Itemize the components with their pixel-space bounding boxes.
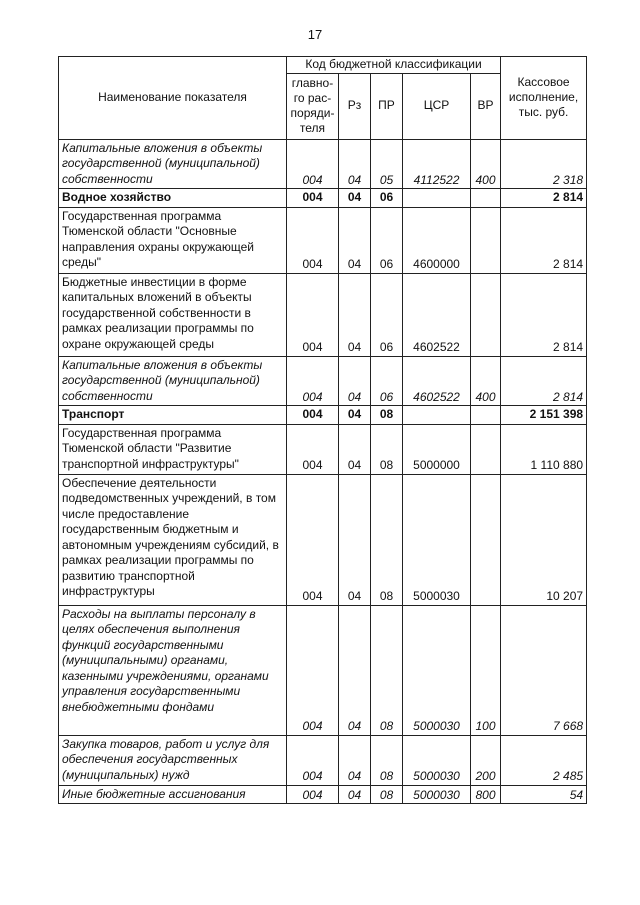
row-sum: 2 485 xyxy=(501,735,587,785)
row-pr: 06 xyxy=(371,189,403,208)
row-rz: 04 xyxy=(339,273,371,356)
row-glavn: 004 xyxy=(287,189,339,208)
row-rz: 04 xyxy=(339,406,371,425)
table-row xyxy=(59,189,587,208)
row-csr: 5000030 xyxy=(403,605,471,735)
page-number: 17 xyxy=(307,27,323,42)
row-name: Иные бюджетные ассигнования xyxy=(59,785,287,804)
row-csr: 4602522 xyxy=(403,273,471,356)
table-row xyxy=(59,605,587,735)
row-csr xyxy=(403,406,471,425)
row-csr: 4602522 xyxy=(403,356,471,406)
row-rz: 04 xyxy=(339,189,371,208)
header-pr: ПР xyxy=(371,73,403,139)
row-name: Государственная программа Тюменской области "Основные направления охраны окружающей среды" xyxy=(59,207,287,273)
row-glavn: 004 xyxy=(287,139,339,189)
row-sum: 2 151 398 xyxy=(501,406,587,425)
table-row xyxy=(59,207,587,273)
row-vr: 400 xyxy=(471,139,501,189)
header-name: Наименование показателя xyxy=(59,57,287,140)
table-row xyxy=(59,356,587,406)
row-pr: 05 xyxy=(371,139,403,189)
row-glavn: 004 xyxy=(287,406,339,425)
row-vr xyxy=(471,273,501,356)
row-name: Государственная программа Тюменской области "Развитие транспортной инфраструктуры" xyxy=(59,424,287,474)
row-vr: 800 xyxy=(471,785,501,804)
row-sum: 7 668 xyxy=(501,605,587,735)
row-vr xyxy=(471,474,501,605)
row-vr: 100 xyxy=(471,605,501,735)
row-csr: 5000030 xyxy=(403,735,471,785)
header-csr: ЦСР xyxy=(403,73,471,139)
row-pr: 06 xyxy=(371,207,403,273)
row-csr: 5000030 xyxy=(403,785,471,804)
row-pr: 08 xyxy=(371,735,403,785)
row-name: Транспорт xyxy=(59,406,287,425)
row-vr xyxy=(471,424,501,474)
row-csr: 4112522 xyxy=(403,139,471,189)
row-pr: 08 xyxy=(371,785,403,804)
row-glavn: 004 xyxy=(287,785,339,804)
row-sum: 2 814 xyxy=(501,273,587,356)
row-glavn: 004 xyxy=(287,273,339,356)
table-row xyxy=(59,424,587,474)
row-glavn: 004 xyxy=(287,356,339,406)
row-rz: 04 xyxy=(339,207,371,273)
row-glavn: 004 xyxy=(287,207,339,273)
table-row xyxy=(59,785,587,804)
row-sum: 1 110 880 xyxy=(501,424,587,474)
row-pr: 06 xyxy=(371,273,403,356)
table-row xyxy=(59,474,587,605)
row-name: Капитальные вложения в объекты государственной (муниципальной) собственности xyxy=(59,356,287,406)
row-rz: 04 xyxy=(339,356,371,406)
row-glavn: 004 xyxy=(287,424,339,474)
table-row xyxy=(59,273,587,356)
row-sum: 2 814 xyxy=(501,207,587,273)
row-csr: 5000030 xyxy=(403,474,471,605)
table-row xyxy=(59,735,587,785)
row-sum: 10 207 xyxy=(501,474,587,605)
table-row xyxy=(59,139,587,189)
row-glavn: 004 xyxy=(287,474,339,605)
row-name: Капитальные вложения в объекты государственной (муниципальной) собственности xyxy=(59,139,287,189)
row-glavn: 004 xyxy=(287,735,339,785)
row-vr xyxy=(471,406,501,425)
row-name: Обеспечение деятельности подведомственных учреждений, в том числе предоставление государственным бюджетным и автономным учреждениям субсидий, в рамках реализации программы по развитию транспортной инфраструктуры xyxy=(59,474,287,605)
header-kassovoe: Кассовое исполнение, тыс. руб. xyxy=(501,57,587,140)
header-code-group: Код бюджетной классификации xyxy=(287,57,501,74)
table-row xyxy=(59,406,587,425)
budget-table xyxy=(58,56,587,804)
row-rz: 04 xyxy=(339,474,371,605)
row-pr: 08 xyxy=(371,605,403,735)
row-pr: 06 xyxy=(371,356,403,406)
row-sum: 2 814 xyxy=(501,189,587,208)
row-sum: 2 318 xyxy=(501,139,587,189)
row-pr: 08 xyxy=(371,424,403,474)
row-rz: 04 xyxy=(339,735,371,785)
row-pr: 08 xyxy=(371,474,403,605)
row-rz: 04 xyxy=(339,139,371,189)
header-rz: Рз xyxy=(339,73,371,139)
row-vr: 200 xyxy=(471,735,501,785)
row-name: Бюджетные инвестиции в форме капитальных вложений в объекты государственной собственности в рамках реализации программы по охране окружающей среды xyxy=(59,273,287,356)
row-sum: 2 814 xyxy=(501,356,587,406)
row-sum: 54 xyxy=(501,785,587,804)
row-pr: 08 xyxy=(371,406,403,425)
row-vr xyxy=(471,207,501,273)
row-rz: 04 xyxy=(339,785,371,804)
row-rz: 04 xyxy=(339,424,371,474)
row-csr: 4600000 xyxy=(403,207,471,273)
row-vr xyxy=(471,189,501,208)
row-csr xyxy=(403,189,471,208)
row-rz: 04 xyxy=(339,605,371,735)
row-vr: 400 xyxy=(471,356,501,406)
row-name: Водное хозяйство xyxy=(59,189,287,208)
row-glavn: 004 xyxy=(287,605,339,735)
row-csr: 5000000 xyxy=(403,424,471,474)
header-vr: ВР xyxy=(471,73,501,139)
header-glavn: главно- го рас- поряди- теля xyxy=(287,73,339,139)
row-name: Расходы на выплаты персоналу в целях обеспечения выполнения функций государственными (муниципальными) органами, казенными учреждениями, органами управления государственными внебюджетными фондами xyxy=(59,605,287,735)
row-name: Закупка товаров, работ и услуг для обеспечения государственных (муниципальных) нужд xyxy=(59,735,287,785)
